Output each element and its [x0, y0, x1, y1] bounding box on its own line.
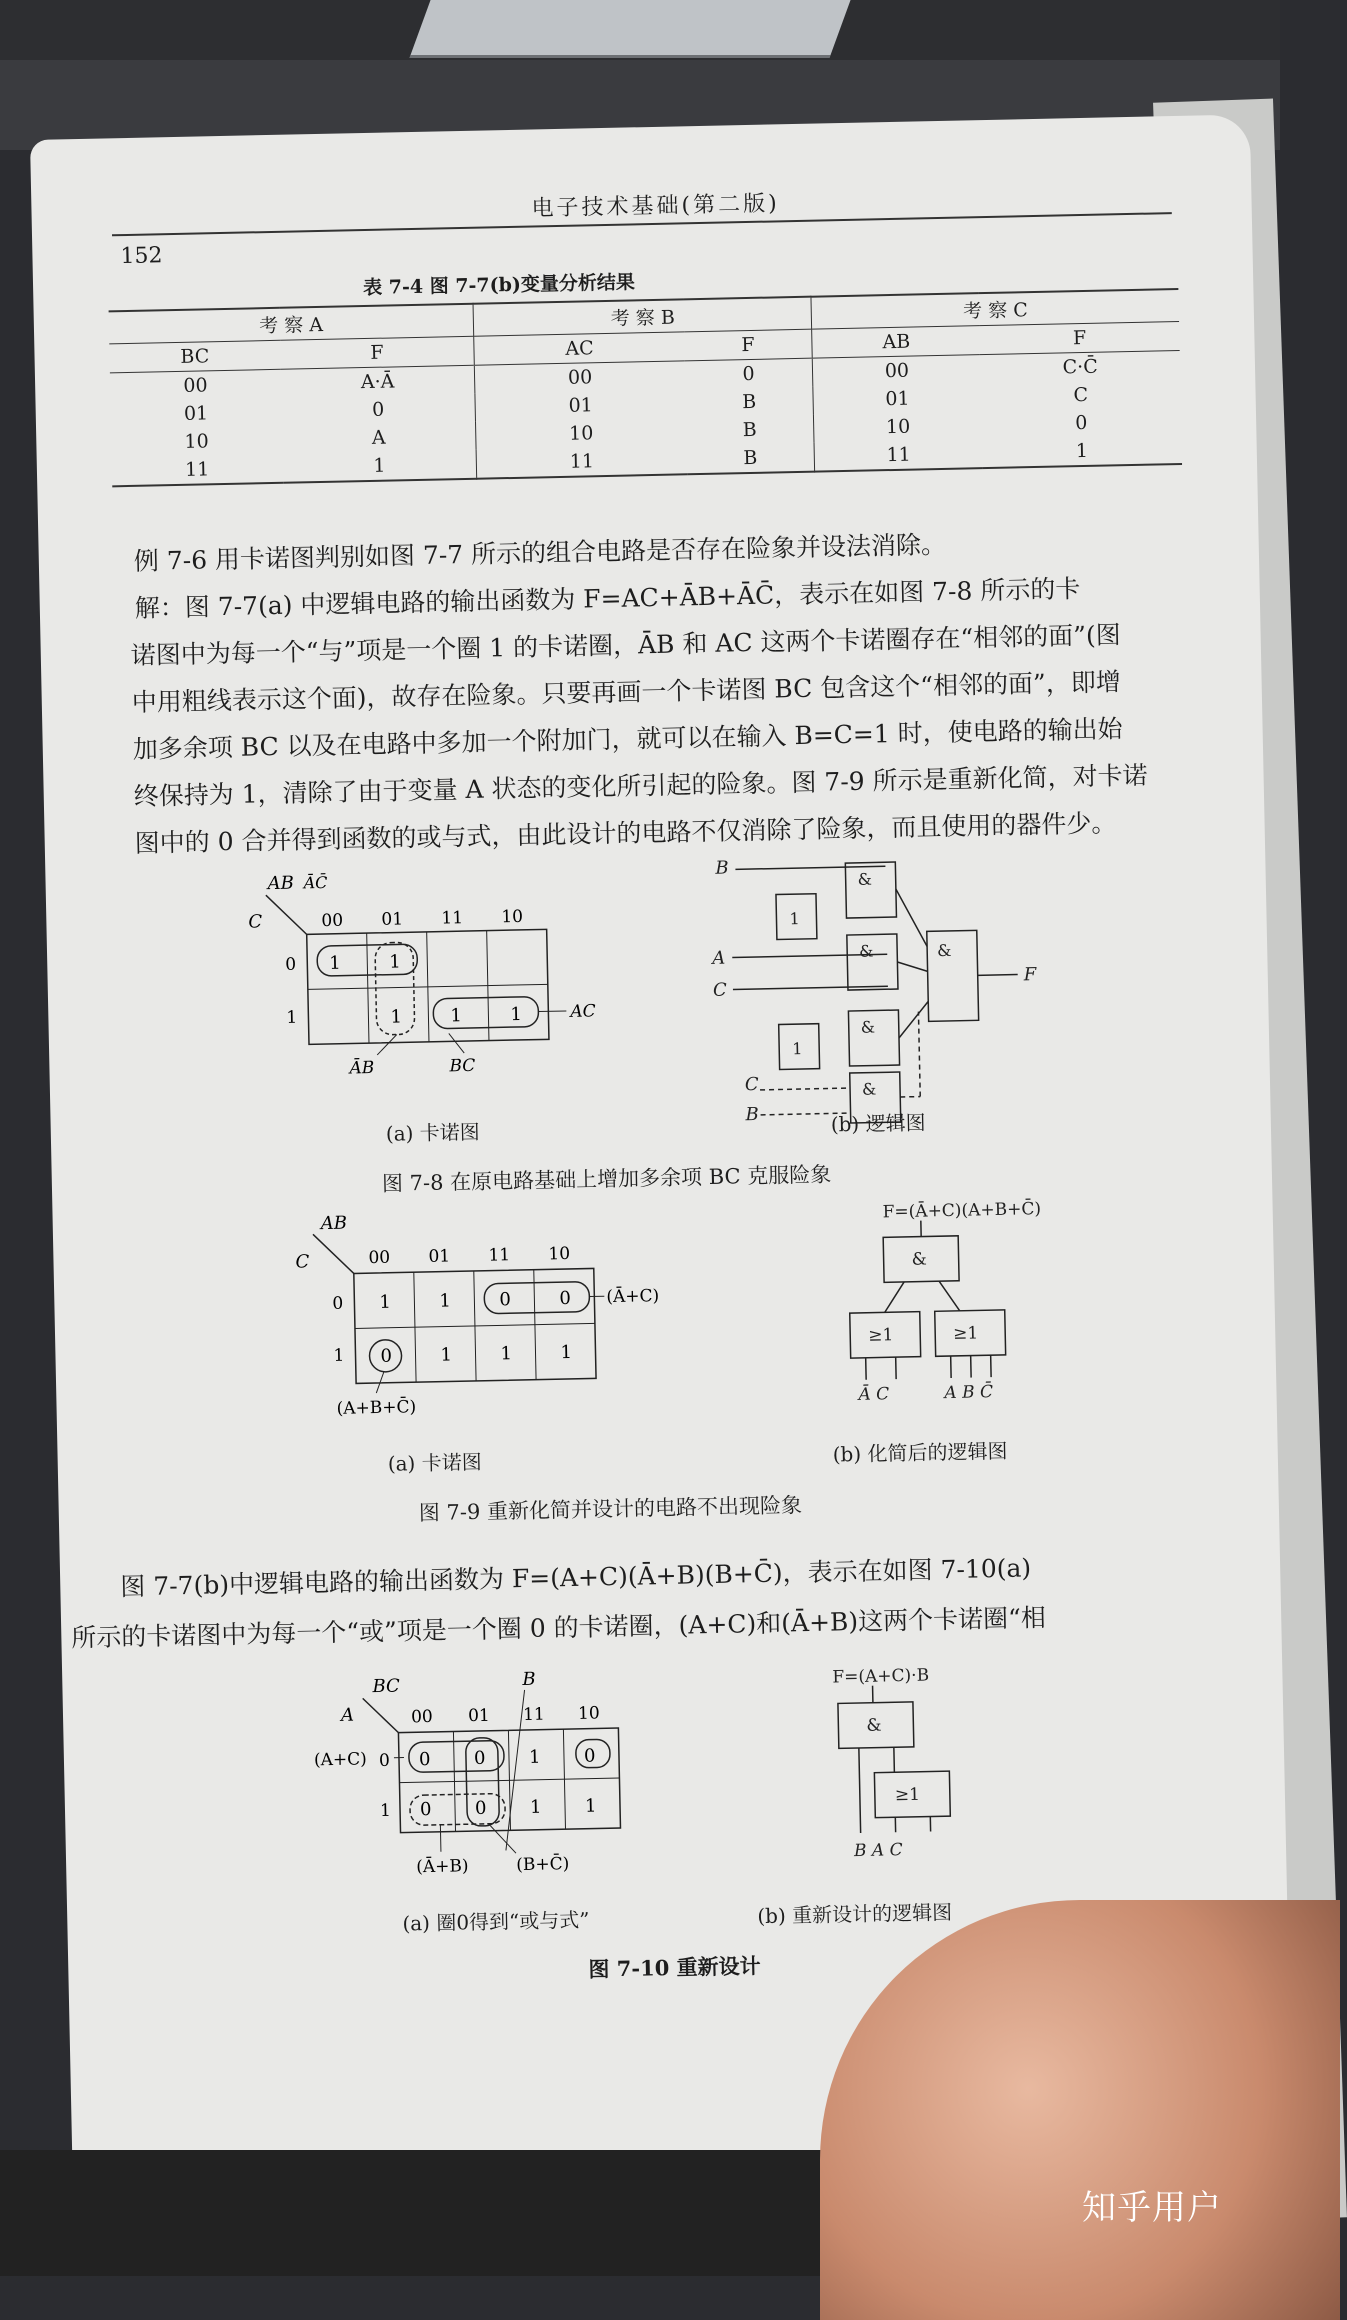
gate-label: & — [861, 1018, 876, 1037]
table-cell: B — [685, 387, 814, 418]
subcaption: (b) 重新设计的逻辑图 — [757, 1896, 952, 1929]
gate-label: ≥1 — [895, 1785, 920, 1806]
col-header: AB — [812, 326, 980, 359]
table-cell: 0 — [281, 394, 476, 426]
device-object — [409, 0, 850, 58]
input-label: A — [710, 948, 725, 969]
group-c-header: 考 察 C — [811, 289, 1179, 329]
kmap-col: 00 — [411, 1707, 433, 1727]
kmap-row: 0 — [285, 955, 296, 975]
table-cell: 00 — [813, 355, 981, 387]
col-header: AC — [474, 332, 684, 365]
logic-diagram-7-10 — [832, 1665, 951, 1861]
table-cell: B — [686, 443, 815, 475]
kmap-row: 1 — [286, 1008, 297, 1028]
para-line: 终保持为 1，清除了由于变量 A 状态的变化所引起的险象。图 7-9 所示是重新化简，对卡诺 — [133, 752, 1148, 820]
kmap-label: (B+C̄) — [516, 1852, 569, 1875]
table-cell: 00 — [475, 361, 685, 394]
kmap-label: AC — [568, 1001, 596, 1022]
table-cell: C·C̄ — [980, 350, 1180, 383]
kmap-label: (Ā+B) — [416, 1855, 469, 1877]
table-cell: 01 — [813, 383, 981, 415]
kmap-col: 11 — [488, 1245, 510, 1265]
figure-caption: 图 7-10 重新设计 — [588, 1950, 761, 1984]
kmap-label: ĀB — [347, 1057, 374, 1079]
kmap-cell: 1 — [389, 951, 401, 972]
page-number: 152 — [120, 243, 163, 269]
col-header: BC — [109, 340, 280, 373]
input-label: C — [713, 980, 727, 1001]
para-line: 解：图 7-7(a) 中逻辑电路的输出函数为 F=AC+ĀB+ĀC̄，表示在如图 7-8 所示的卡 — [134, 565, 1080, 632]
kmap-col: 01 — [381, 909, 403, 929]
gate-label: & — [866, 1716, 882, 1736]
kmap-7-10 — [312, 1667, 621, 1879]
kmap-cell: 0 — [559, 1288, 571, 1309]
subcaption: (b) 逻辑图 — [830, 1106, 925, 1137]
table-cell: 01 — [475, 389, 685, 421]
col-header: F — [979, 321, 1179, 354]
kmap-col: 11 — [523, 1705, 545, 1725]
table-cell: 00 — [110, 369, 281, 401]
kmap-col: 10 — [501, 907, 523, 927]
kmap-cell: 1 — [529, 1747, 541, 1768]
kmap-cell: 1 — [560, 1342, 572, 1363]
kmap-label: BC — [448, 1056, 475, 1077]
subcaption: (a) 卡诺图 — [386, 1116, 480, 1147]
kmap-cell: 1 — [329, 953, 341, 974]
kmap-cell: 1 — [510, 1004, 522, 1025]
figure-7-8 — [245, 856, 1170, 1105]
book-page — [30, 114, 1293, 2199]
kmap-label: A — [339, 1705, 354, 1726]
figure-7-10 — [312, 1664, 1037, 1909]
col-header: F — [280, 336, 475, 369]
table-cell: A·Ā — [280, 365, 475, 398]
kmap-label: (Ā+C) — [606, 1285, 659, 1307]
kmap-col: 01 — [468, 1706, 490, 1726]
watermark: 知乎用户 — [1082, 2180, 1222, 2229]
para-line: 图中的 0 合并得到函数的或与式，由此设计的电路不仅消除了险象，而且使用的器件少。 — [134, 799, 1117, 867]
kmap-col: 10 — [578, 1703, 600, 1723]
subcaption: (b) 化简后的逻辑图 — [832, 1435, 1007, 1468]
kmap-col: 10 — [548, 1244, 570, 1264]
gate-label: & — [937, 941, 952, 960]
kmap-cell: 1 — [500, 1343, 512, 1364]
kmap-col: 00 — [321, 911, 343, 931]
kmap-cell: 0 — [584, 1746, 596, 1767]
kmap-cell: 1 — [585, 1796, 597, 1817]
para-line: 中用粗线表示这个面)，故存在险象。只要再画一个卡诺图 BC 包含这个“相邻的面”，即增 — [131, 658, 1121, 726]
kmap-label: (A+B+C̄) — [336, 1395, 416, 1419]
kmap-label: ĀC̄ — [301, 871, 327, 892]
gate-label: & — [857, 870, 872, 889]
kmap-cell: 0 — [499, 1289, 511, 1310]
kmap-label: BC — [371, 1676, 400, 1698]
table-cell: A — [282, 422, 477, 454]
table-cell: B — [686, 415, 815, 446]
table-cell: 11 — [112, 454, 283, 487]
table-cell: C — [981, 379, 1181, 411]
gate-label: ≥1 — [868, 1325, 893, 1346]
kmap-cell: 0 — [420, 1799, 432, 1820]
logic-diagram-7-8 — [708, 851, 1041, 1126]
group-b-header: 考 察 B — [473, 297, 812, 337]
kmap-label: AB — [319, 1213, 348, 1235]
input-labels: A B C̄ — [942, 1380, 993, 1403]
para-line: 加多余项 BC 以及在电路中多加一个附加门，就可以在输入 B=C=1 时，使电路的输出始 — [132, 705, 1123, 773]
group-a-header: 考 察 A — [109, 304, 474, 344]
kmap-label: C — [248, 911, 262, 932]
table-cell: 01 — [110, 398, 281, 430]
figure-caption: 图 7-8 在原电路基础上增加多余项 BC 克服险象 — [382, 1158, 832, 1197]
formula: F=(A+C)·B — [832, 1666, 929, 1688]
kmap-col: 00 — [368, 1248, 390, 1268]
kmap-cell: 1 — [440, 1344, 452, 1365]
output-label: F — [1022, 964, 1037, 985]
kmap-label: C — [295, 1251, 309, 1272]
kmap-cell: 0 — [380, 1346, 392, 1367]
table-cell: 0 — [981, 407, 1181, 439]
running-header: 电子技术基础(第二版) — [531, 186, 780, 222]
figure-caption: 图 7-9 重新化简并设计的电路不出现险象 — [419, 1489, 803, 1527]
table-cell: 11 — [476, 445, 686, 478]
formula: F=(Ā+C)(A+B+C̄) — [882, 1197, 1041, 1222]
kmap-cell: 1 — [530, 1797, 542, 1818]
input-label: C — [745, 1074, 759, 1095]
gate-label: 1 — [792, 1039, 803, 1058]
example-title: 例 7-6 用卡诺图判别如图 7-7 所示的组合电路是否存在险象并设法消除。 — [133, 521, 946, 585]
table-caption: 表 7-4 图 7-7(b)变量分析结果 — [363, 267, 635, 300]
kmap-row: 1 — [380, 1801, 391, 1821]
kmap-cell: 0 — [474, 1748, 486, 1769]
kmap-row: 0 — [332, 1294, 343, 1314]
kmap-cell: 1 — [390, 1006, 402, 1027]
gate-label: ≥1 — [953, 1323, 978, 1344]
gate-label: 1 — [789, 909, 800, 928]
kmap-col: 01 — [428, 1246, 450, 1266]
input-label: B — [744, 1104, 759, 1125]
kmap-row: 1 — [333, 1346, 344, 1366]
kmap-row: 0 — [379, 1751, 390, 1771]
gate-label: & — [859, 942, 874, 961]
kmap-cell: 0 — [419, 1749, 431, 1770]
subcaption: (a) 卡诺图 — [387, 1446, 481, 1477]
kmap-label: (A+C) — [314, 1749, 367, 1770]
table-cell: 10 — [111, 426, 282, 458]
kmap-7-8 — [247, 865, 597, 1080]
kmap-cell: 0 — [475, 1798, 487, 1819]
gate-label: & — [911, 1249, 927, 1269]
table-cell: 10 — [814, 411, 982, 443]
kmap-label: AB — [265, 873, 294, 895]
logic-diagram-7-9 — [847, 1197, 1045, 1405]
table-cell: 10 — [476, 417, 686, 449]
figure-7-9 — [293, 1203, 1098, 1450]
para-line: 诺图中为每一个“与”项是一个圈 1 的卡诺圈，ĀB 和 AC 这两个卡诺圈存在“相邻的面”(图 — [130, 611, 1121, 679]
kmap-cell: 1 — [450, 1005, 462, 1026]
table-cell: 1 — [982, 435, 1182, 468]
kmap-cell: 1 — [379, 1292, 391, 1313]
para-line: 所示的卡诺图中为每一个“或”项是一个圈 0 的卡诺圈，(A+C)和(Ā+B)这两个卡诺圈“相 — [71, 1594, 1046, 1661]
kmap-7-9 — [295, 1206, 662, 1420]
para-line: 图 7-7(b)中逻辑电路的输出函数为 F=(A+C)(Ā+B)(B+C̄)，表示在如图 7-10(a) — [120, 1544, 1032, 1610]
variable-table — [109, 288, 1182, 487]
table-cell: 0 — [684, 358, 813, 389]
table-cell: 1 — [282, 450, 477, 483]
input-labels: B A C — [853, 1840, 903, 1861]
subcaption: (a) 圈0得到“或与式” — [402, 1904, 590, 1937]
input-label: B — [714, 858, 729, 879]
kmap-label: B — [521, 1669, 536, 1690]
table-cell: 11 — [814, 439, 982, 472]
kmap-cell: 1 — [439, 1290, 451, 1311]
col-header: F — [684, 329, 813, 361]
input-labels: Ā C — [856, 1383, 889, 1405]
gate-label: & — [862, 1079, 877, 1098]
kmap-col: 11 — [441, 908, 463, 928]
